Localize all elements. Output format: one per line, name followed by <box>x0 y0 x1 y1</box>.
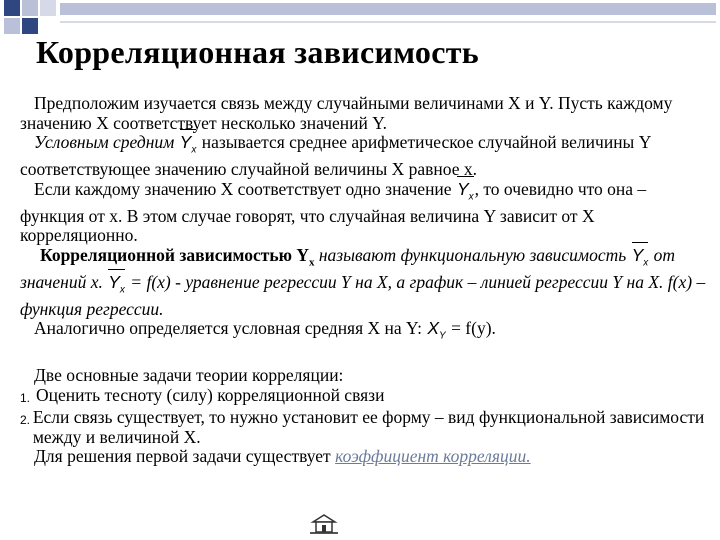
slide-title: Корреляционная зависимость <box>36 34 479 70</box>
paragraph-conditional-mean: Условным средним $Y_x$ называется среднее арифметическое случайной величины Y соответствующее значению случайной величины X равное x. <box>20 132 651 179</box>
term-conditional-mean: Условным средним <box>34 132 175 152</box>
home-icon[interactable] <box>309 513 339 535</box>
y-x-mean-symbol: $Y_x$ <box>456 178 474 202</box>
x-y-mean-symbol: $X_Y$ <box>427 318 446 342</box>
y-x-mean-symbol: $Y_x$ <box>108 271 125 295</box>
correlation-coefficient-link[interactable]: коэффициент корреляции. <box>335 446 531 466</box>
paragraph-x-on-y: Аналогично определяется условная средняя X на Y: $X_Y = f(y)$. <box>34 318 496 342</box>
y-x-mean-symbol: $Y_x$ <box>179 132 197 156</box>
slide-body <box>20 94 710 467</box>
paragraph-function: Если каждому значению X соответствует одно значение $Y_x$, то очевидно что она – функция от x. В этом случае говорят, что случайная величина Y зависит от X корреляционно. <box>20 178 647 245</box>
tasks-heading: Две основные задачи теории корреляции: <box>34 365 344 385</box>
paragraph-intro: Предположим изучается связь между случайными величинами X и Y. Пусть каждому значению X соответствует несколько значений Y. <box>20 93 673 133</box>
paragraph-definition: Корреляционной зависимостью $Y_x$ называют функциональную зависимость $Y_x$ от значений x. $Y_x = f(x)$ - уравнение регрессии Y на X, а график – линией регрессии Y на X. f(x) – функция регрессии. <box>20 244 706 319</box>
definition-term: Корреляционной зависимостью $Y_x$ <box>40 244 315 268</box>
list-item: 1. Оценить тесноту (силу) корреляционной связи <box>20 384 385 405</box>
y-x-mean-symbol: $Y_x$ <box>631 244 649 268</box>
paragraph-last: Для решения первой задачи существует коэффициент корреляции. <box>34 446 531 466</box>
list-item: 2. Если связь существует, то нужно установит ее форму – вид функциональной зависимости между и величиной X. <box>20 407 705 447</box>
